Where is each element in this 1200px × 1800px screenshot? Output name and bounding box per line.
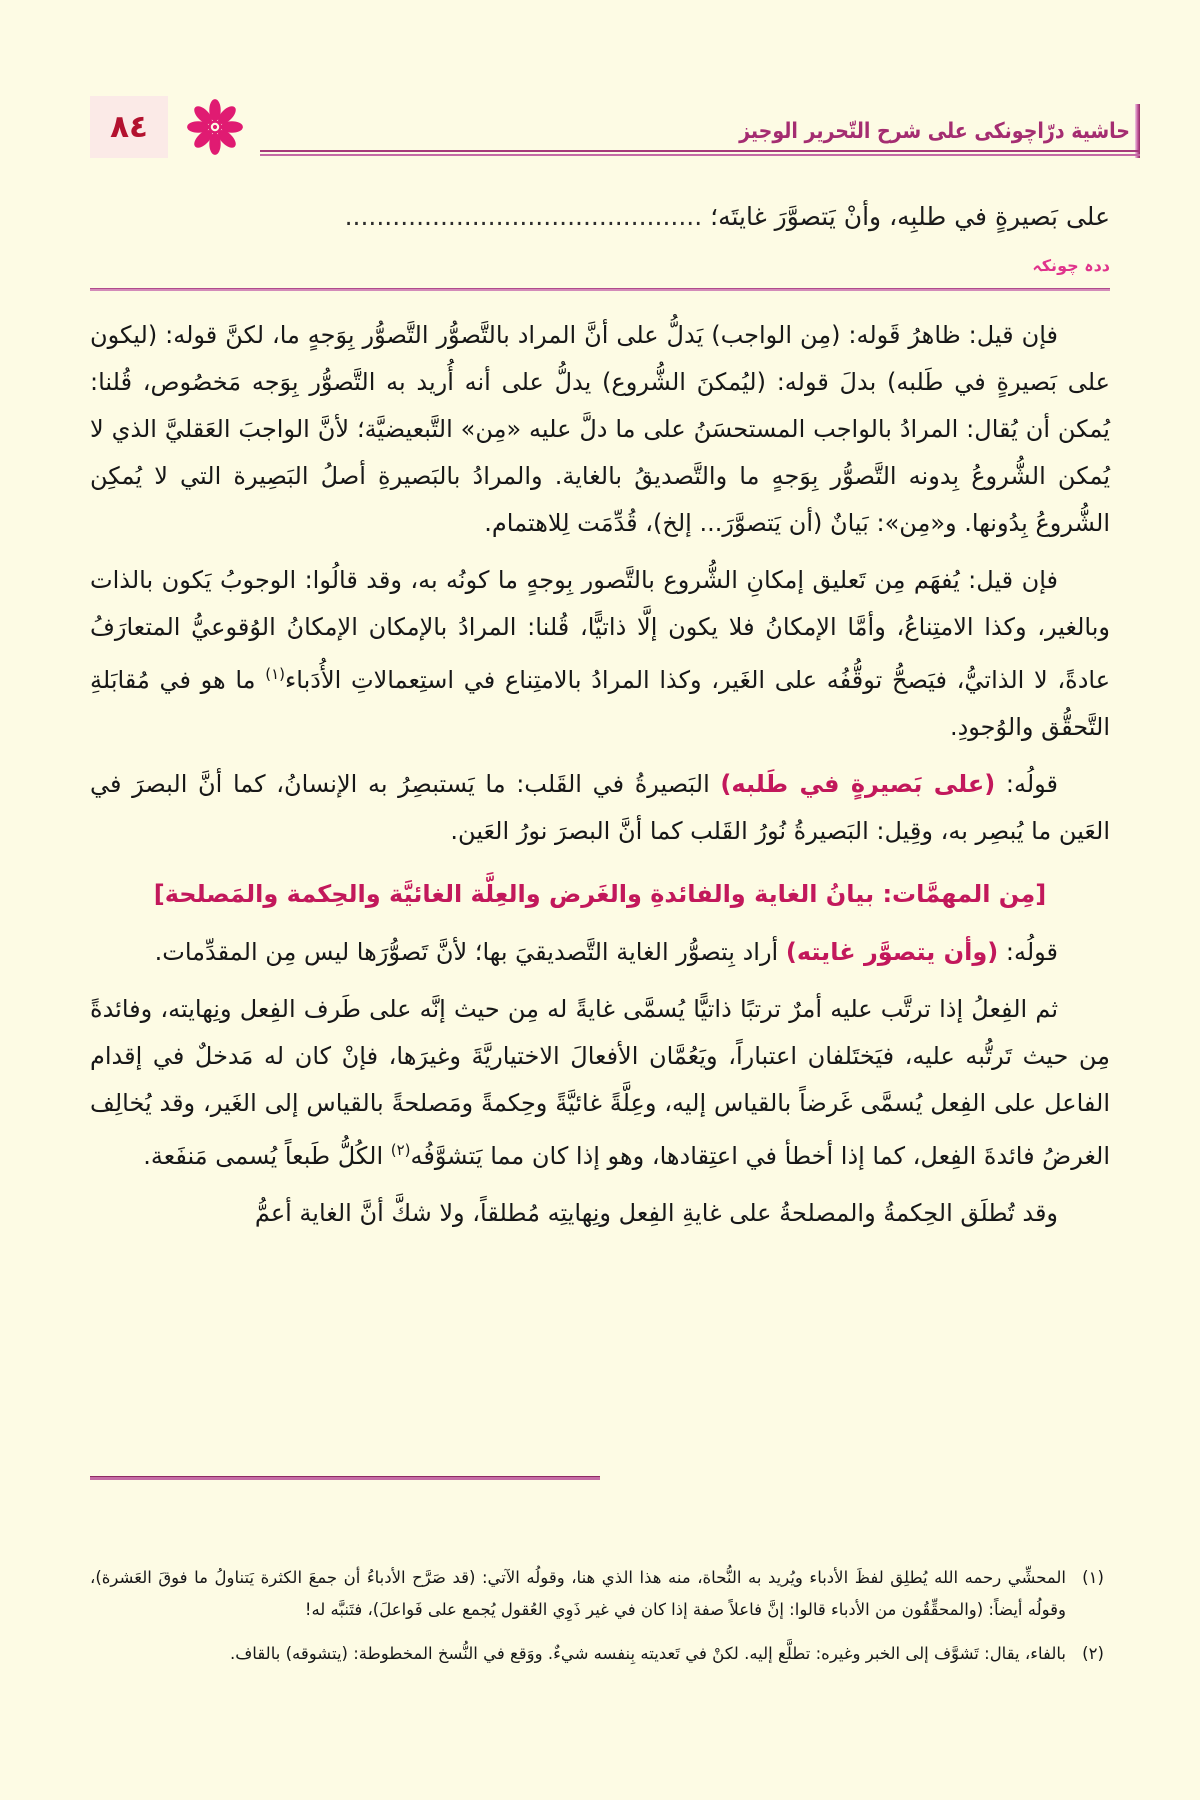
paragraph-4: قولُه: (وأن يتصوَّر غايته) أراد بِتصوُّر الغاية التَّصديقيَ بها؛ لأنَّ تَصوُّرَها ليس مِن المقدِّمات.	[154, 938, 1058, 966]
matn-text: على بَصيرةٍ في طلبِه، وأنْ يَتصوَّرَ غايتَه؛	[710, 202, 1110, 231]
quoted-matn-phrase: (على بَصيرةٍ في طَلبه)	[720, 770, 996, 798]
side-annotation-label: ددہ چونكہ	[1032, 256, 1110, 275]
matn-commentary-divider	[90, 288, 1110, 291]
footnote-text: بالفاء، يقال: تَشوَّف إلى الخبر وغيره: تطلَّع إليه. لكنْ في تَعديته بِنفسه شيءٌ. ووَقع في النُّسخ المخطوطة: (يتشوقه) بالقاف.	[229, 1644, 1066, 1663]
rosette-icon	[184, 96, 246, 158]
paragraph-1: فإن قيل: ظاهرُ قَوله: (مِن الواجب) يَدلُّ على أنَّ المراد بالتَّصوُّر التَّصوُّر بِوَجهٍ ما، لكنَّ قوله: (ليكون على بَصيرةٍ في طَلبه) بدلَ قوله: (ليُمكنَ الشُّروع) يدلُّ على أنه أُريد به التَّصوُّر بِوَجه مَخصُوص، قُلنا: يُمكن أن يُقال: المرادُ بالواجب المستحسَنُ على ما دلَّ عليه «مِن» التَّبعيضيَّة؛ لأنَّ الواجبَ العَقليَّ الذي لا يُمكن الشُّروعُ بِدونه التَّصوُّر بِوَجهٍ ما والتَّصديقُ بالغاية. والمرادُ بالبَصيرةِ أصلُ البَصِيرة التي لا يُمكِن الشُّروعُ بِدُونها. و«مِن»: بَيانٌ (أن يَتصوَّرَ... إلخ)، قُدِّمَت لِلاهتمام.	[90, 321, 1110, 537]
footnote-item	[90, 1638, 1110, 1670]
header-horizontal-rule	[260, 150, 1140, 156]
footnote-reference: (٢)	[390, 1141, 411, 1159]
header-rule-area	[260, 96, 1140, 158]
section-heading: [مِن المهمَّات: بيانُ الغاية والفائدةِ والغَرض والعِلَّة الغائيَّة والحِكمة والمَصلحة]	[153, 880, 1047, 908]
footnote-text: المحشِّي رحمه الله يُطلِق لفظَ الأدباء ويُريد به النُّحاة، منه هذا الذي هنا، وقولُه الآتي: (قد صَرَّح الأدباءُ أن جمعَ الكثرة يَتناولُ ما فوقَ العَشرة)، وقولُه أيضاً: (والمحقِّقُون من الأدباء قالوا: إنَّ فاعلاً صفة إذا كان في غير ذَوِي العُقول يُجمع على فَواعلَ)، فتَنبَّه له!	[90, 1568, 1066, 1619]
commentary-body	[90, 312, 1110, 1247]
footnote-marker: (١)	[1082, 1568, 1104, 1587]
footnote-marker: (٢)	[1082, 1644, 1104, 1663]
quoted-matn-phrase: (وأن يتصوَّر غايته)	[785, 938, 999, 966]
paragraph-2: فإن قيل: يُفهَم مِن تَعليق إمكانِ الشُّروع بالتَّصور بِوجهٍ ما كونُه به، وقد قالُوا: الوجوبُ يَكون بالذات وبالغير، وكذا الامتِناعُ، وأمَّا الإمكانُ فلا يكون إلَّا ذاتيًّا، قُلنا: المرادُ بالإمكان الإمكانُ الوُقوعيُّ المتعارَفُ عادةً، لا الذاتيُّ، فيَصحُّ توقُّفُه على الغَير، وكذا المرادُ بالامتِناع في استِعمالاتِ الأُدَباء$^{(١)}$ ما هو في مُقابَلةِ التَّحقُّق والوُجودِ.	[90, 566, 1111, 741]
footnotes-block	[90, 1562, 1110, 1682]
matn-quoted-line	[90, 196, 1110, 238]
page-number: ٨٤	[90, 96, 168, 158]
paragraph-5: ثم الفِعلُ إذا ترتَّب عليه أمرٌ ترتبًا ذاتيًّا يُسمَّى غايةً له مِن حيث إنَّه على طَرف الفِعل ونِهايته، وفائدةً مِن حيث تَرتُّبه عليه، فيَختَلفان اعتباراً، ويَعُمَّان الأفعالَ الاختياريَّةَ وغيرَها، فإنْ كان له مَدخلٌ في إقدام الفاعل على الفِعل يُسمَّى غَرضاً بالقياس إليه، وعِلَّةً غائيَّةً وحِكمةً ومَصلحةً بالقياس إلى الغَير، وقد يُخالِف الغرضُ فائدةَ الفِعل، كما إذا أخطأ في اعتِقادها، وهو إذا كان مما يَتشوَّفُه$^{(٢)}$ الكُلُّ طَبعاً يُسمى مَنفَعة.	[90, 995, 1110, 1170]
paragraph-3: قولُه: (على بَصيرةٍ في طَلبه) البَصيرةُ في القَلب: ما يَستبصِرُ به الإنسانُ، كما أنَّ البصرَ في العَين ما يُبصِر به، وقِيل: البَصيرةُ نُورُ القَلب كما أنَّ البصرَ نورُ العَين.	[90, 770, 1110, 845]
page-header	[90, 96, 1140, 168]
dot-leader: .............................................	[344, 202, 703, 231]
running-title: حاشية درّاچونكى على شرح التّحرير الوجيز	[739, 118, 1130, 144]
footnote-separator-rule	[90, 1476, 600, 1480]
footnote-reference: (١)	[265, 665, 285, 683]
paragraph-6: وقد تُطلَق الحِكمةُ والمصلحةُ على غايةِ الفِعل ونِهايتِه مُطلقاً، ولا شكَّ أنَّ الغاية أعمُّ	[254, 1199, 1058, 1227]
footnote-item	[90, 1562, 1110, 1626]
